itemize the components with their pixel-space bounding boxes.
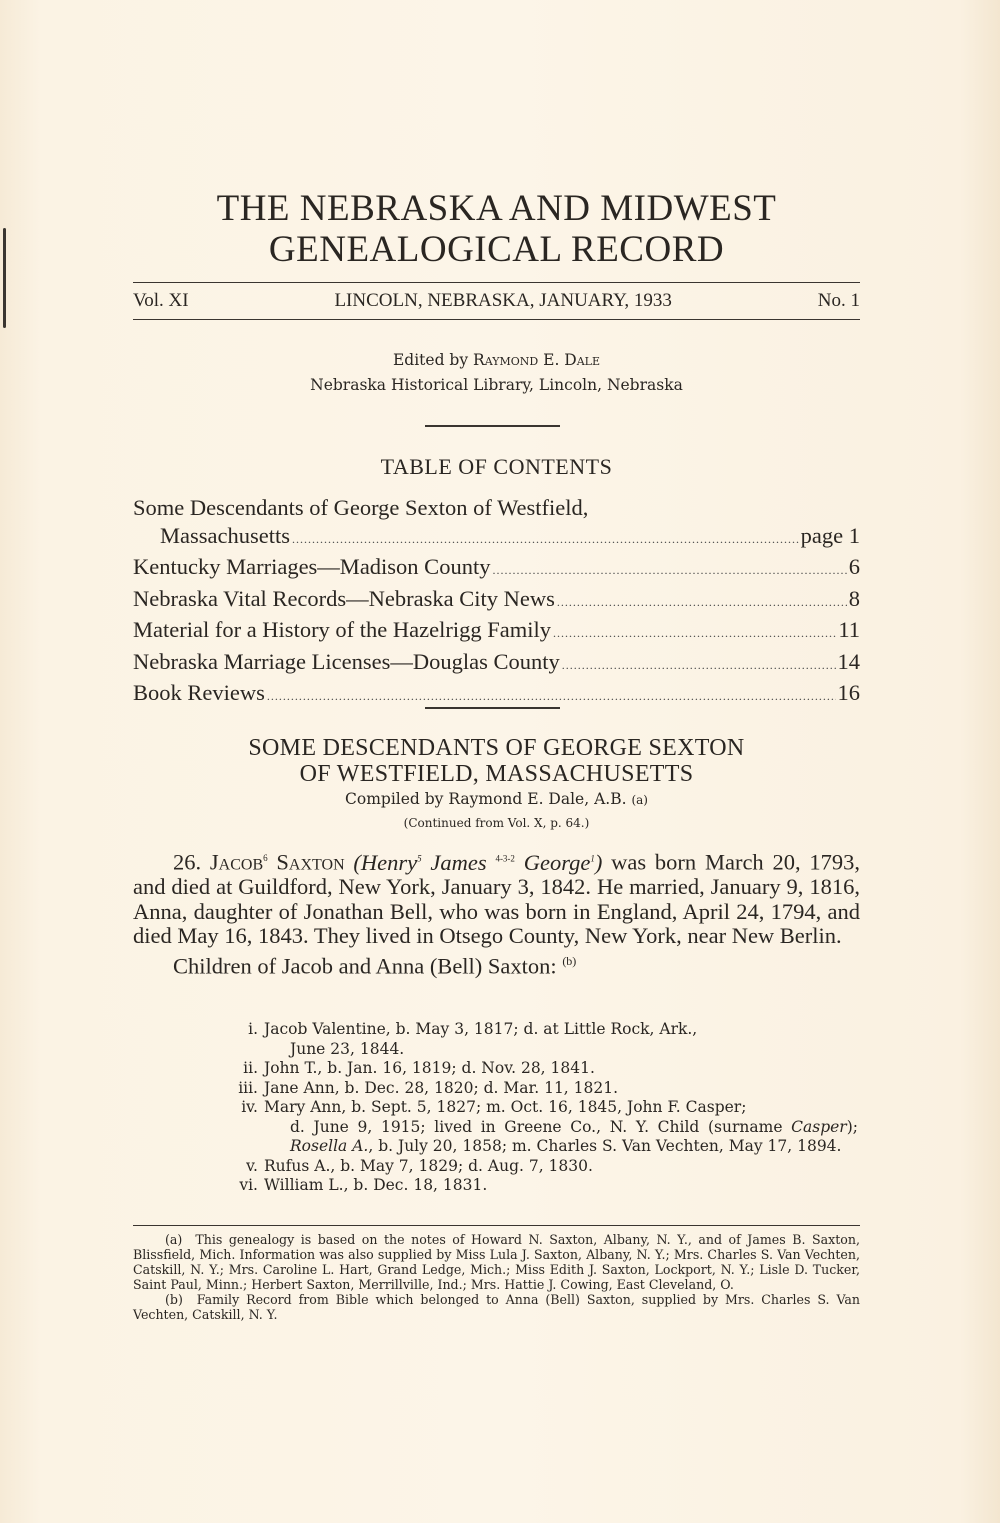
toc-leader-dots	[553, 620, 836, 648]
editor-name: Raymond E. Dale	[473, 351, 601, 369]
header-rule-bottom	[133, 319, 860, 320]
children-heading	[133, 949, 860, 979]
toc-item-title: Material for a History of the Hazelrigg Family	[133, 617, 551, 642]
child-text-cont: June 23, 1844.	[290, 1039, 405, 1058]
child-number: vi.	[239, 1176, 258, 1194]
generation-sup: 6	[263, 853, 268, 863]
toc-item[interactable]	[133, 522, 860, 554]
footnote-text: Family Record from Bible which belonged to Anna (Bell) Saxton, supplied by Mrs. Charles S. Van Vechten, Catskill, N. Y.	[133, 1292, 860, 1322]
footnote-label: (a)	[165, 1232, 183, 1247]
child-text: William L., b. Dec. 18, 1831.	[264, 1176, 488, 1194]
child-text-part: , b. July 20, 1858; m. Charles S. Van Vechten, May 17, 1894.	[368, 1137, 842, 1155]
entry-number: 26.	[173, 849, 210, 875]
child-text-line: Jacob Valentine, b. May 3, 1817; d. at Little Rock, Ark.,	[264, 1020, 698, 1038]
article-title-line2: OF WESTFIELD, MASSACHUSETTS	[299, 761, 694, 787]
toc-item-page: 11	[838, 617, 860, 642]
child-number: iv.	[241, 1098, 258, 1116]
toc-item-page: page 1	[800, 522, 860, 548]
article-title-line1: SOME DESCENDANTS OF GEORGE SEXTON	[248, 735, 745, 761]
binding-mark	[3, 228, 6, 328]
list-item	[222, 1098, 858, 1157]
article-byline	[133, 790, 860, 808]
place-date-label: LINCOLN, NEBRASKA, JANUARY, 1933	[334, 290, 672, 311]
toc-leader-dots	[562, 652, 836, 680]
child-text	[264, 1098, 858, 1157]
child-text-line: Mary Ann, b. Sept. 5, 1827; m. Oct. 16, 1845, John F. Casper;	[264, 1098, 747, 1116]
toc-item-page: 14	[837, 648, 860, 674]
toc-leader-dots	[292, 526, 799, 554]
generation-sup: 1	[590, 853, 595, 863]
list-item	[222, 1176, 858, 1196]
journal-title-line1: THE NEBRASKA AND MIDWEST	[216, 188, 777, 229]
children-heading-text: Children of Jacob and Anna (Bell) Saxton:	[173, 953, 563, 978]
generation-sup: 5	[417, 853, 422, 863]
toc-item-page: 16	[837, 680, 860, 705]
lineage-part: (Henry	[353, 849, 418, 875]
editor-line	[133, 348, 860, 373]
lineage-part: James	[421, 849, 496, 875]
lineage-part: )	[594, 849, 603, 875]
lineage	[353, 850, 602, 875]
toc-item-line1[interactable]: Some Descendants of George Sexton of Westfield,	[133, 495, 589, 520]
footnote-a	[133, 1232, 860, 1292]
section-divider	[425, 425, 560, 427]
toc-item-title: Massachusetts	[160, 522, 290, 548]
list-item	[222, 1157, 858, 1177]
footnote-ref-b[interactable]: (b)	[562, 953, 577, 968]
entry-paragraph	[133, 846, 860, 949]
footnote-rule	[133, 1225, 860, 1226]
child-text: John T., b. Jan. 16, 1819; d. Nov. 28, 1841.	[264, 1059, 595, 1077]
entry-surname: Saxton	[267, 849, 354, 875]
child-number: iii.	[238, 1078, 258, 1097]
toc-item[interactable]	[133, 648, 860, 680]
toc-item[interactable]	[133, 553, 860, 585]
generation-sup: 4-3-2	[495, 853, 515, 863]
continued-note: (Continued from Vol. X, p. 64.)	[403, 816, 590, 830]
child-number: i.	[248, 1020, 258, 1038]
child-text: Jane Ann, b. Dec. 28, 1820; d. Mar. 11, 1821.	[264, 1078, 619, 1097]
journal-title	[133, 188, 860, 270]
toc-heading: TABLE OF CONTENTS	[380, 454, 613, 479]
toc-item-title: Kentucky Marriages—Madison County	[133, 554, 491, 579]
journal-title-line2: GENEALOGICAL RECORD	[268, 229, 725, 270]
child-number: v.	[246, 1156, 258, 1175]
header-rule-top	[133, 282, 860, 283]
child-text-cont	[264, 1118, 858, 1157]
toc-item-title: Nebraska Marriage Licenses—Douglas County	[133, 648, 560, 674]
entry-text: was born March 20, 1793, and died at Guildford, New York, January 3, 1842. He married, January 9, 1816, Anna, daughter of Jonathan Bell, who was born in England, April 24, 1794, and died May 16, 1843. They lived in Otsego County, New York, near New Berlin.	[133, 849, 860, 948]
toc-item-title: Book Reviews	[133, 680, 265, 705]
issue-info-row	[133, 290, 860, 312]
section-divider	[425, 707, 560, 709]
toc-item[interactable]	[133, 616, 860, 648]
toc-item-page: 8	[848, 585, 860, 611]
child-text-part: );	[846, 1117, 858, 1136]
compiled-by: Compiled by Raymond E. Dale, A.B.	[345, 790, 627, 808]
list-item	[222, 1020, 858, 1059]
entry-name: Jacob	[209, 849, 264, 875]
child-text: Rufus A., b. May 7, 1829; d. Aug. 7, 1830.	[264, 1156, 593, 1175]
footnote-b	[133, 1292, 860, 1322]
editor-prefix: Edited by	[392, 351, 474, 369]
child-text-italic: Rosella A.	[290, 1137, 369, 1155]
toc-item[interactable]	[133, 679, 860, 711]
toc-item[interactable]	[133, 585, 860, 617]
footnote-ref-a[interactable]: (a)	[631, 793, 648, 807]
toc-leader-dots	[557, 589, 847, 617]
volume-label: Vol. XI	[133, 290, 189, 311]
footnote-text: This genealogy is based on the notes of Howard N. Saxton, Albany, N. Y., and of James B. Saxton, Blissfield, Mich. Information was also supplied by Miss Lula J. Saxton, Albany, N. Y.; Mrs. Charles S. Van Vechten, Catskill, N. Y.; Mrs. Caroline L. Hart, Grand Ledge, Mich.; Miss Edith J. Saxton, Lockport, N. Y.; Lisle D. Tucker, Saint Paul, Minn.; Herbert Saxton, Merrillville, Ind.; Mrs. Hattie J. Cowing, East Cleveland, O.	[133, 1232, 860, 1292]
child-text-italic: Casper	[791, 1117, 847, 1136]
children-list	[222, 1020, 858, 1196]
editor-block	[133, 348, 860, 398]
toc-item-title: Nebraska Vital Records—Nebraska City News	[133, 585, 555, 611]
article-body	[133, 846, 860, 979]
lineage-part: George	[514, 849, 591, 875]
footnotes	[133, 1232, 860, 1322]
article-title	[133, 735, 860, 787]
footnote-label: (b)	[165, 1292, 183, 1307]
list-item	[222, 1079, 858, 1099]
child-number: ii.	[243, 1059, 258, 1077]
toc-item-page: 6	[848, 554, 860, 579]
list-item	[222, 1059, 858, 1079]
editor-affiliation: Nebraska Historical Library, Lincoln, Nebraska	[310, 376, 683, 394]
issue-number-label: No. 1	[817, 290, 860, 311]
child-text	[264, 1020, 858, 1059]
toc-leader-dots	[492, 557, 846, 585]
table-of-contents	[133, 494, 860, 711]
child-text-part: d. June 9, 1915; lived in Greene Co., N. Y. Child (surname	[290, 1117, 792, 1136]
